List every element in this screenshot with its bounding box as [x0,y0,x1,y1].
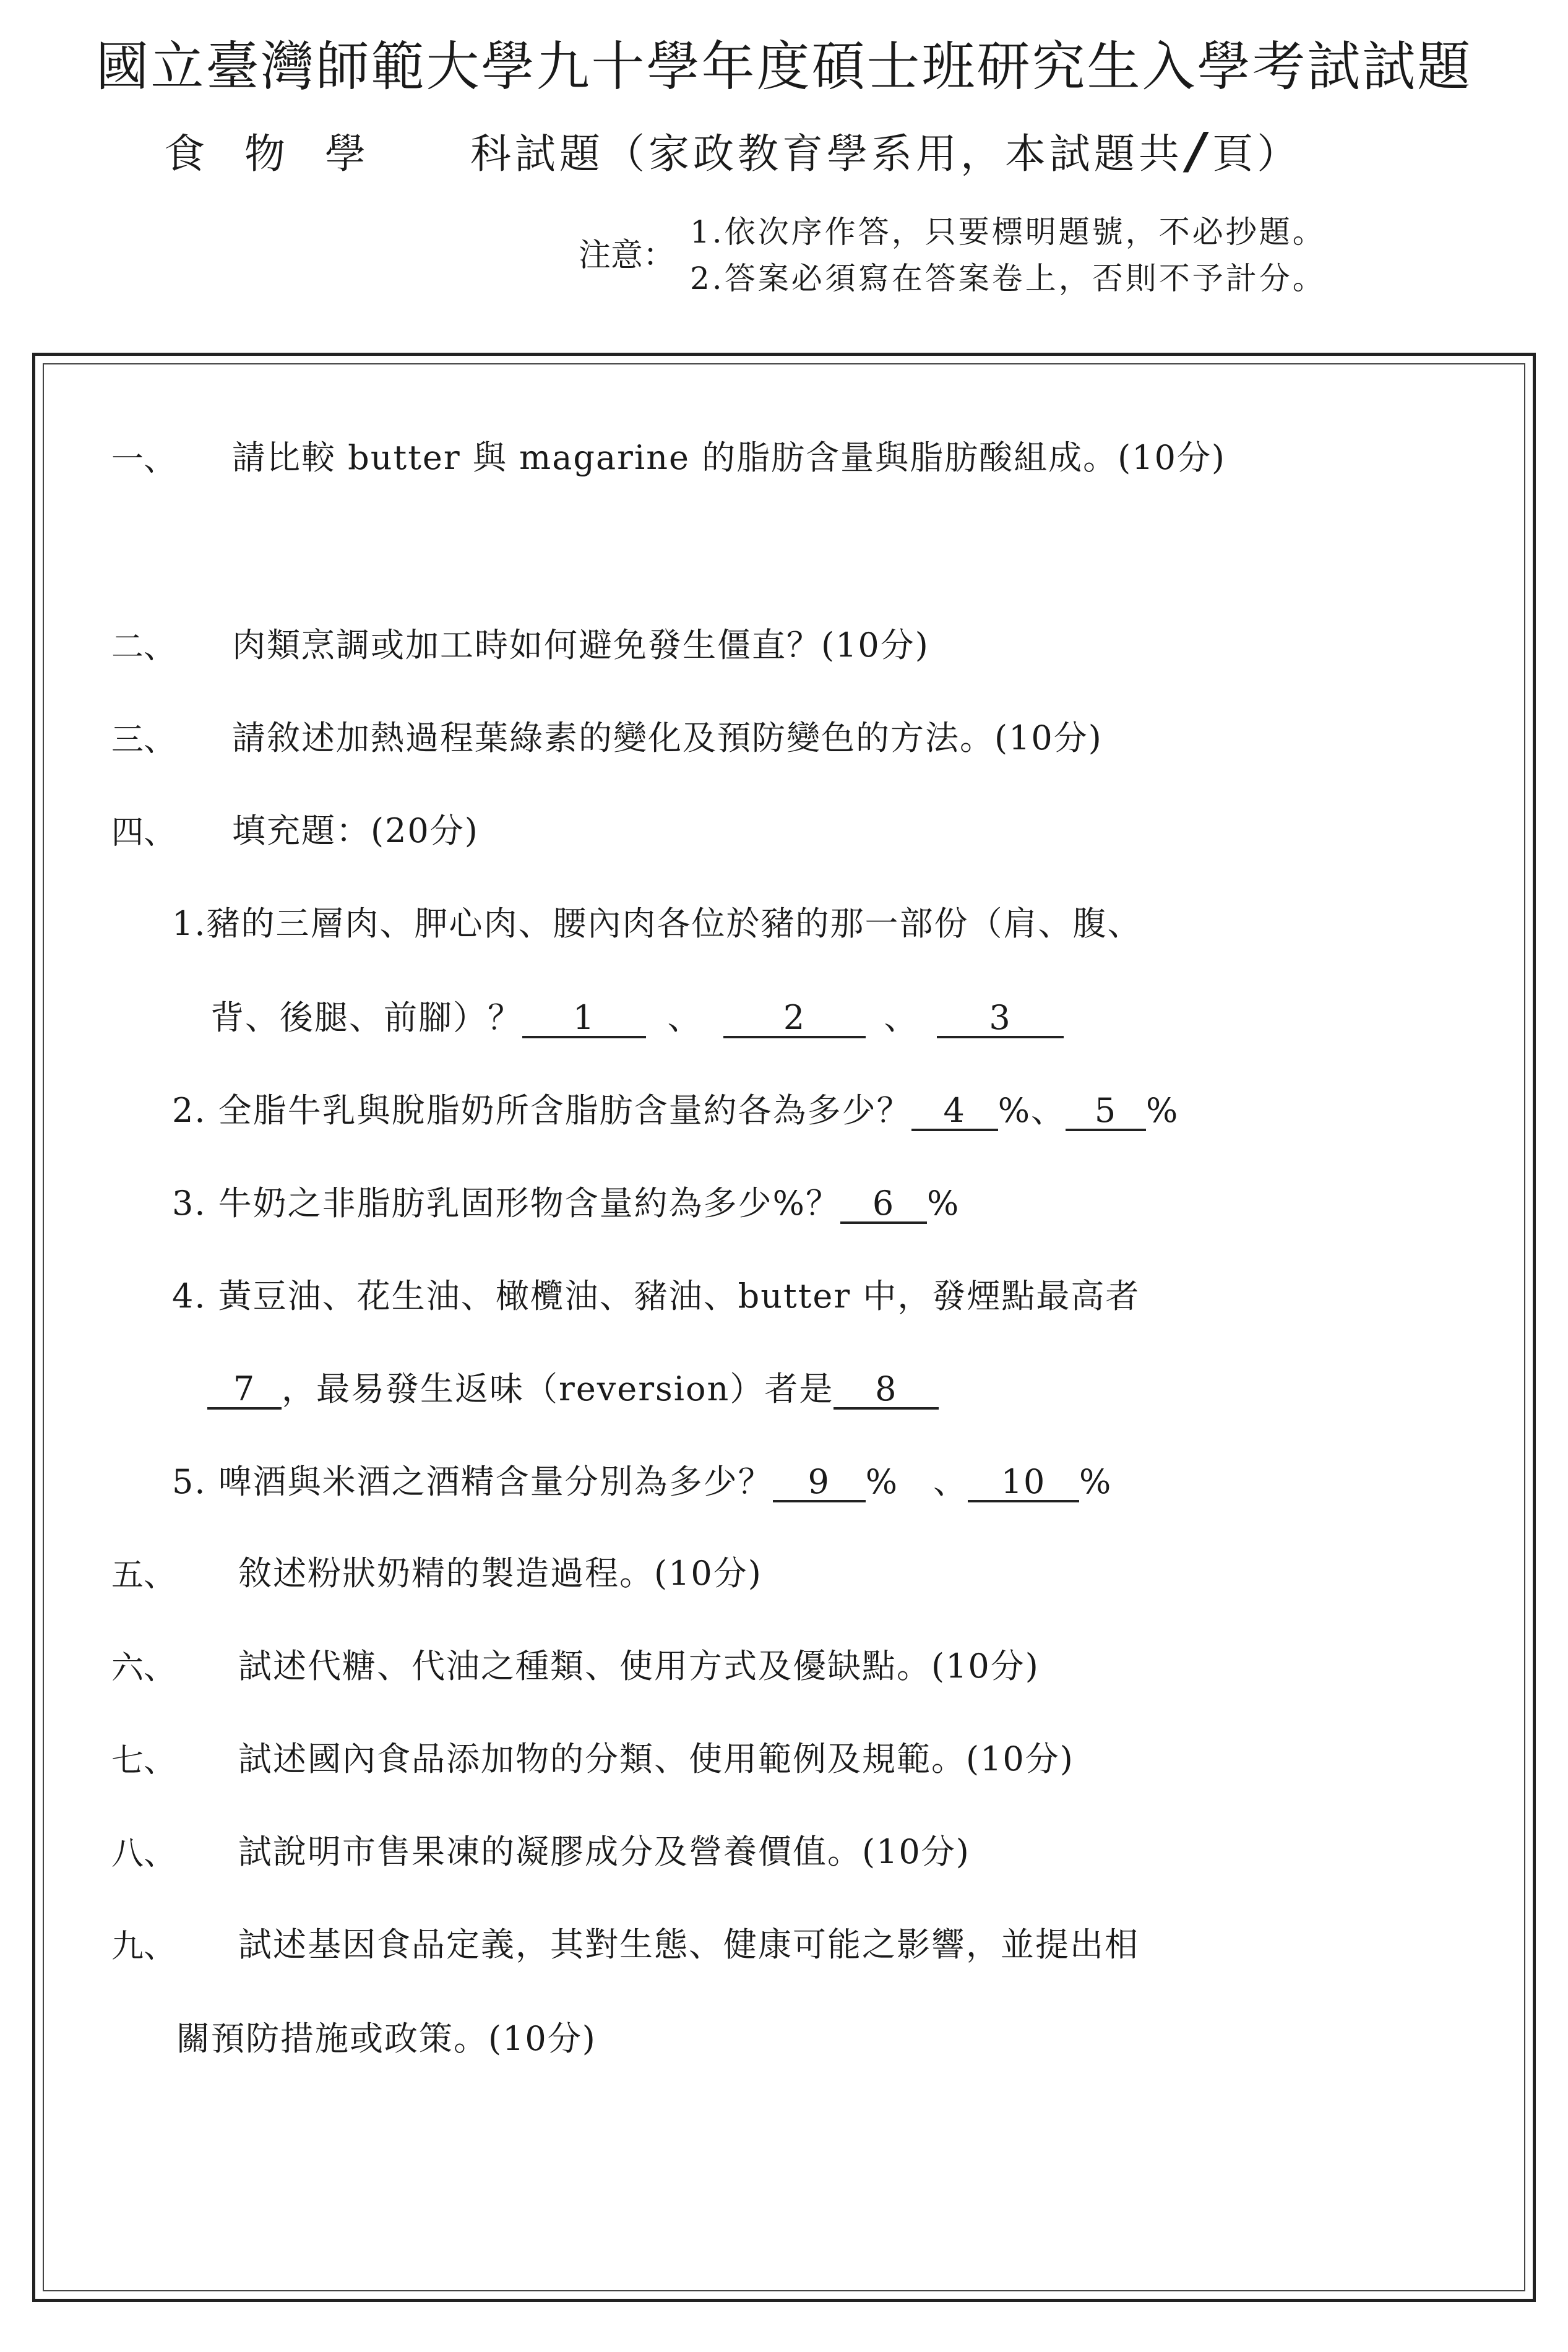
answer-blank-6: 6 [840,1186,927,1224]
question-text: 肉類烹調或加工時如何避免發生僵直？(10分) [232,626,929,665]
fill-item-1-prompt: 背、後腿、前腳）？ [210,998,522,1037]
question-text: 試述代糖、代油之種類、使用方式及優缺點。(10分) [238,1647,1040,1686]
exam-title: 國立臺灣師範大學九十學年度碩士班研究生入學考試試題 [95,36,1473,98]
question-number: 八、 [111,1835,176,1872]
question-text: 敘述粉狀奶精的製造過程。(10分) [238,1554,762,1593]
fill-item-2-mid: %、 [997,1091,1066,1130]
subtitle-post: 頁） [1212,130,1302,178]
question-number: 三、 [111,722,176,759]
fill-item-3 [172,1177,960,1225]
fill-item-2-post: % [1146,1091,1179,1130]
answer-blank-2: 2 [723,1001,866,1038]
subject-name: 食物學 [164,130,405,178]
question-text: 請敘述加熱過程葉綠素的變化及預防變色的方法。(10分) [232,718,1103,757]
page-count: / [1187,121,1209,179]
fill-item-5 [172,1455,1112,1503]
note-label: 注意： [579,237,676,274]
answer-blank-10: 10 [968,1465,1079,1502]
answer-blank-9: 9 [773,1465,866,1502]
fill-item-4-mid: ，最易發生返味（reversion）者是 [282,1369,834,1408]
answer-blank-7: 7 [207,1372,282,1410]
question-text-line1: 試述基因食品定義，其對生態、健康可能之影響，並提出相 [238,1925,1139,1964]
answer-blank-8: 8 [834,1372,939,1410]
fill-item-2-prompt: 2. 全脂牛乳與脫脂奶所含脂肪含量約各為多少？ [172,1091,911,1130]
fill-item-3-prompt: 3. 牛奶之非脂肪乳固形物含量約為多少%？ [172,1184,840,1223]
answer-blank-3: 3 [937,1001,1064,1038]
fill-item-3-post: % [927,1184,960,1223]
question-text: 試述國內食品添加物的分類、使用範例及規範。(10分) [238,1739,1074,1778]
note-item-2: 2.答案必須寫在答案卷上，否則不予計分。 [690,261,1326,296]
fill-item-1-line2 [210,991,1064,1039]
fill-item-2 [172,1084,1179,1132]
question-number: 六、 [111,1650,176,1687]
question-text: 填充題：(20分) [232,811,479,850]
question-text: 試說明市售果凍的凝膠成分及營養價值。(10分) [238,1832,970,1871]
answer-blank-4: 4 [911,1093,998,1131]
fill-item-4-line2 [207,1363,939,1410]
question-number: 一、 [111,441,176,478]
fill-item-5-post: % [1079,1462,1113,1501]
exam-subtitle [470,121,1301,179]
question-number: 九、 [111,1928,176,1965]
fill-item-1-line1: 1.豬的三層肉、胛心肉、腰內肉各位於豬的那一部份（肩、腹、 [172,904,1142,943]
note-item-1: 1.依次序作答，只要標明題號，不必抄題。 [690,214,1326,250]
question-number: 四、 [111,814,176,851]
separator: 、 [884,998,919,1037]
question-number: 五、 [111,1557,176,1594]
subtitle-pre: 科試題（家政教育學系用，本試題共 [470,130,1183,178]
question-text-line2: 關預防措施或政策。(10分) [176,2019,597,2058]
separator: 、 [667,998,702,1037]
fill-item-4-line1: 4. 黃豆油、花生油、橄欖油、豬油、butter 中，發煙點最高者 [172,1277,1140,1316]
question-text: 請比較 butter 與 magarine 的脂肪含量與脂肪酸組成。(10分) [232,438,1226,477]
fill-item-5-prompt: 5. 啤酒與米酒之酒精含量分別為多少？ [172,1462,773,1501]
question-number: 二、 [111,629,176,666]
question-number: 七、 [111,1742,176,1780]
fill-item-5-mid: % 、 [865,1462,968,1501]
answer-blank-1: 1 [522,1001,646,1038]
answer-blank-5: 5 [1066,1093,1146,1131]
